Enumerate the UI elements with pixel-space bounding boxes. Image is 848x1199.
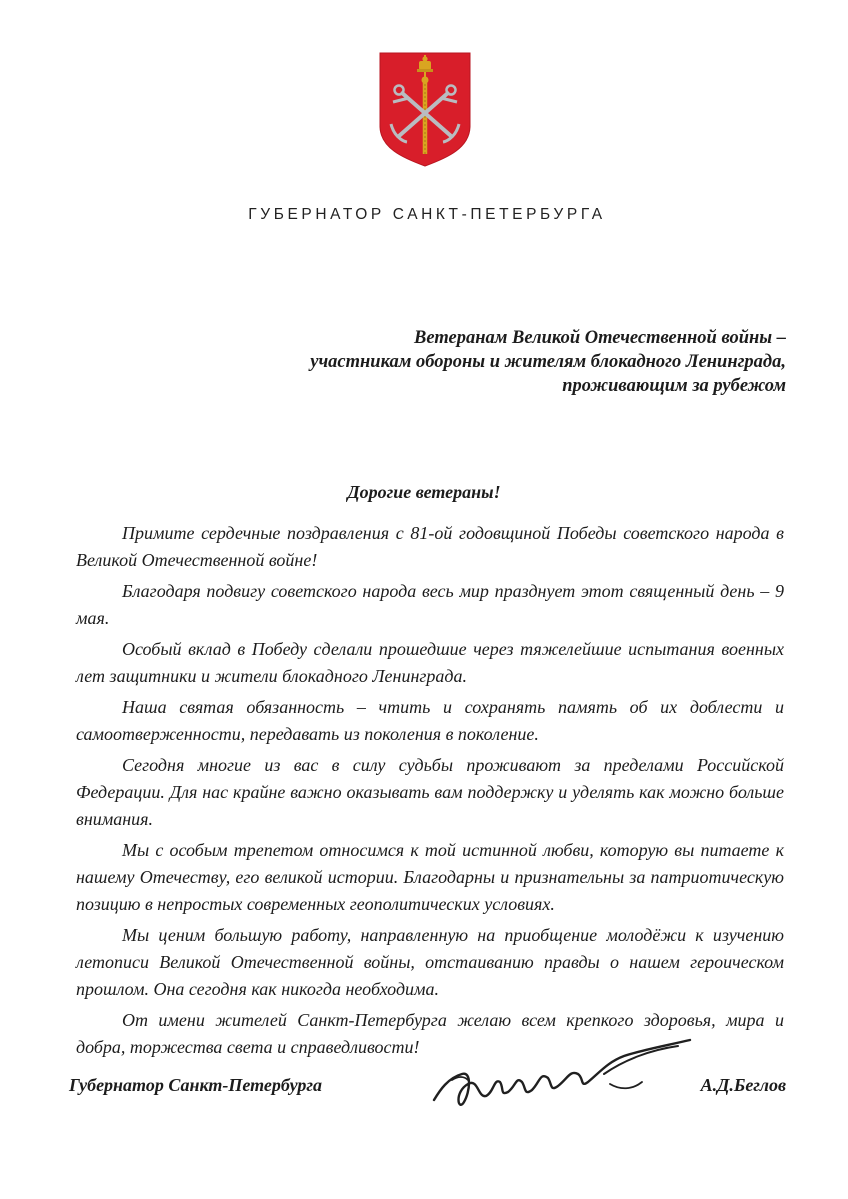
issuer-heading: ГУБЕРНАТОР САНКТ-ПЕТЕРБУРГА (248, 206, 606, 223)
body-paragraph: Сегодня многие из вас в силу судьбы проживают за пределами Российской Федерации. Для нас крайне важно оказывать вам поддержку и уделять как можно больше внимания. (76, 755, 784, 829)
addressee-line: Ветеранам Великой Отечественной войны – (414, 328, 786, 348)
body-paragraph: Благодаря подвигу советского народа весь мир празднует этот священный день – 9 мая. (76, 581, 784, 628)
body-paragraph: Особый вклад в Победу сделали прошедшие через тяжелейшие испытания военных лет защитники и жители блокадного Ленинграда. (76, 639, 784, 686)
addressee-line: проживающим за рубежом (562, 376, 786, 396)
saint-petersburg-coat-of-arms-icon (377, 50, 473, 168)
addressee-line: участникам обороны и жителям блокадного Ленинграда, (310, 352, 786, 372)
signatory-position: Губернатор Санкт-Петербурга (69, 1075, 322, 1095)
addressee-block (226, 326, 786, 398)
body-paragraph: Мы ценим большую работу, направленную на приобщение молодёжи к изучению летописи Великой Отечественной войны, отстаиванию правды о нашем героическом прошлом. Она сегодня как никогда необходима. (76, 925, 784, 999)
signatory-name: А.Д.Беглов (700, 1075, 786, 1095)
handwritten-signature (428, 1030, 698, 1120)
salutation: Дорогие ветераны! (347, 482, 501, 502)
body-paragraph: Мы с особым трепетом относимся к той истинной любви, которую вы питаете к нашему Отечеству, его великой истории. Благодарны и признательны за патриотическую позицию в непростых современных геополитических условиях. (76, 840, 784, 914)
letter-body (76, 520, 784, 1065)
body-paragraph: Наша святая обязанность – чтить и сохранять память об их доблести и самоотверженности, передавать из поколения в поколение. (76, 697, 784, 745)
body-paragraph: От имени жителей Санкт-Петербурга желаю всем крепкого здоровья, мира и добра, торжества света и справедливости! (76, 1010, 784, 1057)
body-paragraph: Примите сердечные поздравления с 81-ой годовщиной Победы советского народа в Великой Отечественной войне! (76, 523, 784, 570)
